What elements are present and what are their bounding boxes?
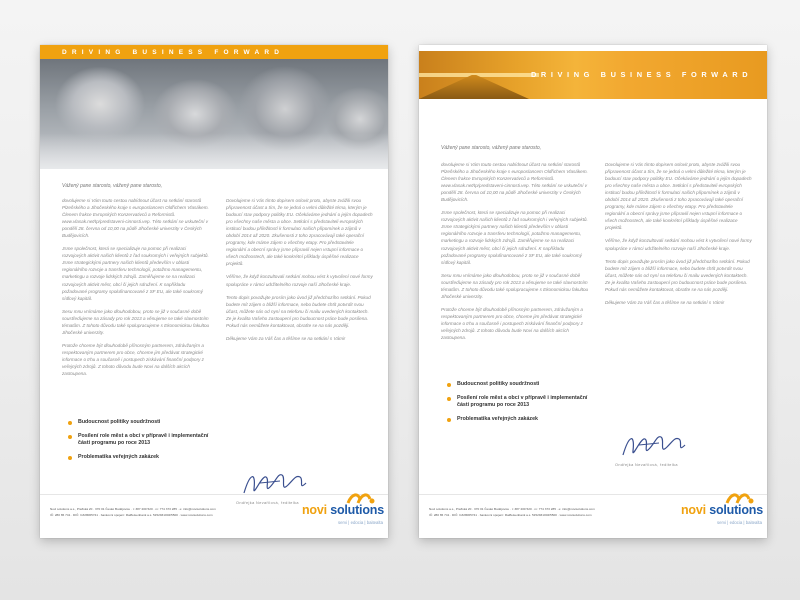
bullet-item xyxy=(447,395,597,410)
logo-wordmark xyxy=(681,503,763,517)
header-bar xyxy=(40,45,388,59)
bullet-item xyxy=(447,381,597,389)
paragraph: Jsme společnost, která se specializuje na pomoc při realizaci rozvojových aktivit našich klientů z řad soukromých i veřejných subjektů. Jsme strategickými partnery našich klientů především v oblasti regionálního rozvoje a transferu technologií, potažmo managementu, marketingu a rozvoje lidských zdrojů. Zaměřujeme se na realizaci rozvojových aktivit měst, obcí či jejich sdružení. K napříkladu požadované programy spolufinancované z SF EU, ale také soukromý sídlový kapitál. xyxy=(441,210,588,265)
paragraph: Sesu mnu vnímáme jako dlouhodobou, proto se již v současné době soustřeďujeme na zásady pro rok 2013 a věnujeme se také slavnostním tématům. Z tohoto důvodu také spolupracujeme s Ekonomickou fakultou Jihočeské univerzity. xyxy=(441,272,589,299)
bullet-text: Problematika veřejných zakázek xyxy=(78,453,159,460)
bullet-text: Problematika veřejných zakázek xyxy=(457,415,538,422)
logo-tagline: servi | edocia | baitealta xyxy=(717,520,762,525)
footer-address xyxy=(429,506,595,518)
footer-address-line: IČ: 280 65 741 · DIČ: CZ28065741 · bankovní spojení: Raiffeisenbank a.s. 5152931002/5500 · www.novisolutions.com xyxy=(429,513,592,517)
salutation: Vážený pane starosto, vážený pane starosto, xyxy=(62,183,163,189)
bullet-item xyxy=(447,416,597,424)
paragraph: Sesu mnu vnímáme jako dlouhodobou, proto se již v současné době soustřeďujeme na zásady pro rok 2013 a věnujeme se také slavnostním tématům. Z tohoto důvodu také spolupracujeme s Ekonomickou fakultou Jihočeské univerzity. xyxy=(62,308,210,335)
bullet-text: Budoucnost politiky soudržnosti xyxy=(457,381,540,387)
body-column-2 xyxy=(226,197,374,348)
body-column-1 xyxy=(441,161,589,347)
footer-address-line: IČ: 280 65 741 · DIČ: CZ28065741 · bankovní spojení: Raiffeisenbank a.s. 5152931002/5500 · www.novisolutions.com xyxy=(50,513,213,517)
header-slogan: DRIVING BUSINESS FORWARD xyxy=(62,48,285,56)
bullet-item xyxy=(68,433,218,448)
bullet-dot-icon xyxy=(447,383,451,387)
footer-address-line: Novi solutions a.s., Pražská 20 · 370 01 České Budějovice · t: 387 200 520 · m: 774 373 285 · e: info@novisolutions.com xyxy=(50,507,216,511)
paragraph: Tento dopis považujte prosím jako úvod již předchozího setkání. Pokud budete mít zájem o bližší informace, nebo budete chtít potvrdit svou účast, můžete nás od nyní na telefonu či mailu uvedených kontaktech. Ze je kvalita Vašeho zastoupení pro budoucnost práce bude posílena. Pokud nás nemůžete kontaktovat, obraťte se na nás později. xyxy=(226,294,371,328)
bullet-text: Posílení role měst a obcí v přípravě i implementační části programu po roce 2013 xyxy=(457,394,588,409)
letter-page-left xyxy=(40,45,388,538)
bullet-item xyxy=(68,419,218,427)
bullet-dot-icon xyxy=(68,421,72,425)
bullet-text: Budoucnost politiky soudržnosti xyxy=(78,419,161,425)
bullet-dot-icon xyxy=(447,397,451,401)
paragraph: Dovolujeme si Vás tímto dopisem oslovit proto, abyste zvážili svou připravenost účast a tím, že se jedná o velmi důležité téma, kterým je budoucí stav podpory politiky EU. Očekáváme jednání o jejím dopadech pro všechny naše města a obce. Setkání s představiteli evropských institucí budou příležitostí k formulaci našich připomínek a zájmů v období 2014 až 2020. Zkušenosti z toho zpracovávají také operační programy, kde máme zájem o všechny etapy. Pro představitele regionální a obecní správy jsme připravili nejen vstupní informace o všech možnostech, ale také konkrétní příklady úspěšné realizace projektů. xyxy=(226,198,373,267)
company-logo xyxy=(288,491,384,533)
header-photo-fade xyxy=(40,133,388,169)
logo-word-novi: novi xyxy=(681,503,706,517)
footer-address xyxy=(50,506,216,518)
bullet-dot-icon xyxy=(447,418,451,422)
body-column-1 xyxy=(62,197,210,383)
paragraph: Věříme, že když konzultovali setkání mohou vést k vytvoření nové formy spolupráce v rámci udržitelného rozvoje naší Jihočeské kraje. xyxy=(226,274,373,287)
signature-icon xyxy=(619,425,689,465)
paragraph: dovolujeme si Vám touto cestou nabídnout účast na setkání starostů Plzeňského a Jihočeského kraje s europoslancem Oldřichem Vlasákem. Členem frakce Evropských Konzervativců a Reformistů. www.vlasak.net/tp/predstaveni-cinnosti.vep. Této setkání se uskuteční v pondělí 28. června od 10,00 na půdě Jihočeské univerzity v Českých Budějovicích. xyxy=(441,162,588,203)
header-slogan: DRIVING BUSINESS FORWARD xyxy=(531,70,753,79)
company-logo xyxy=(667,491,763,533)
header-photo xyxy=(40,59,388,169)
paragraph: Děkujeme Vám za Váš čas a těšíme se na setkání s Vámi! xyxy=(605,299,725,305)
signatory-name: Ondřejka Nevařilová, ředitelka xyxy=(236,501,299,505)
footer-address-line: Novi solutions a.s., Pražská 20 · 370 01 České Budějovice · t: 387 200 520 · m: 774 373 285 · e: info@novisolutions.com xyxy=(429,507,595,511)
paragraph: dovolujeme si Vám touto cestou nabídnout účast na setkání starostů Plzeňského a Jihočeského kraje s europoslancem Oldřichem Vlasákem. Členem frakce Evropských Konzervativců a Reformistů. www.vlasak.net/tp/predstaveni-cinnosti.vep. Této setkání se uskuteční v pondělí 28. června od 10,00 na půdě Jihočeské univerzity v Českých Budějovicích. xyxy=(62,198,209,239)
bullet-item xyxy=(68,454,218,462)
bullet-dot-icon xyxy=(68,456,72,460)
letter-page-right xyxy=(419,45,767,538)
logo-tagline: servi | edocia | baitealta xyxy=(338,520,383,525)
banner-road-image xyxy=(419,75,529,99)
paragraph: Tento dopis považujte prosím jako úvod již předchozího setkání. Pokud budete mít zájem o bližší informace, nebo budete chtít potvrdit svou účast, můžete nás od nyní na telefonu či mailu uvedených kontaktech. Ze je kvalita Vašeho zastoupení pro budoucnost práce bude posílena. Pokud nás nemůžete kontaktovat, obraťte se na nás později. xyxy=(605,258,750,292)
logo-wordmark xyxy=(302,503,384,517)
logo-word-solutions: solutions xyxy=(330,503,384,517)
bullet-list xyxy=(68,419,218,467)
bullet-list xyxy=(447,381,597,429)
bullet-dot-icon xyxy=(68,435,72,439)
logo-word-solutions: solutions xyxy=(709,503,763,517)
paragraph: Děkujeme Vám za Váš čas a těšíme se na setkání s Vámi! xyxy=(226,335,346,341)
paragraph: Jsme společnost, která se specializuje na pomoc při realizaci rozvojových aktivit našich klientů z řad soukromých i veřejných subjektů. Jsme strategickými partnery našich klientů především v oblasti regionálního rozvoje a transferu technologií, potažmo managementu, marketingu a rozvoje lidských zdrojů. Zaměřujeme se na realizaci rozvojových aktivit měst, obcí či jejich sdružení. K napříkladu požadované programy spolufinancované z SF EU, ale také soukromý sídlový kapitál. xyxy=(62,246,209,301)
paragraph: Protože chceme být dlouhodobě přínosným partnerem, zdrávžaným a respektovaným partnerem pro obce, chceme jim předávat strategické informace o trhu a současně i postupech ziskávání finanční podpory z veřejných zdrojů. Z tohoto důvodu bude Novi na dalších akcích zastoupena. xyxy=(62,342,204,377)
paragraph: Dovolujeme si Vás tímto dopisem oslovit proto, abyste zvážili svou připravenost účast a tím, že se jedná o velmi důležité téma, kterým je budoucí stav podpory politiky EU. Očekáváme jednání o jejím dopadech pro všechny naše města a obce. Setkání s představiteli evropských institucí budou příležitostí k formulaci našich připomínek a zájmů v období 2014 až 2020. Zkušenosti z toho zpracovávají také operační programy, kde máme zájem o všechny etapy. Pro představitele regionální a obecní správy jsme připravili nejen vstupní informace o všech možnostech, ale také konkrétní příklady úspěšné realizace projektů. xyxy=(605,162,752,231)
logo-word-novi: novi xyxy=(302,503,327,517)
bullet-text: Posílení role měst a obcí v přípravě i implementační části programu po roce 2013 xyxy=(78,432,209,447)
paragraph: Protože chceme být dlouhodobě přínosným partnerem, zdrávžaným a respektovaným partnerem pro obce, chceme jim předávat strategické informace o trhu a současně i postupech ziskávání finanční podpory z veřejných zdrojů. Z tohoto důvodu bude Novi na dalších akcích zastoupena. xyxy=(441,306,583,341)
body-column-2 xyxy=(605,161,753,312)
paragraph: Věříme, že když konzultovali setkání mohou vést k vytvoření nové formy spolupráce v rámci udržitelného rozvoje naší Jihočeské kraje. xyxy=(605,238,752,251)
signatory-name: Ondřejka Nevařilová, ředitelka xyxy=(615,463,678,467)
salutation: Vážený pane starosto, vážený pane starosto, xyxy=(441,145,542,151)
header-banner xyxy=(419,51,767,99)
